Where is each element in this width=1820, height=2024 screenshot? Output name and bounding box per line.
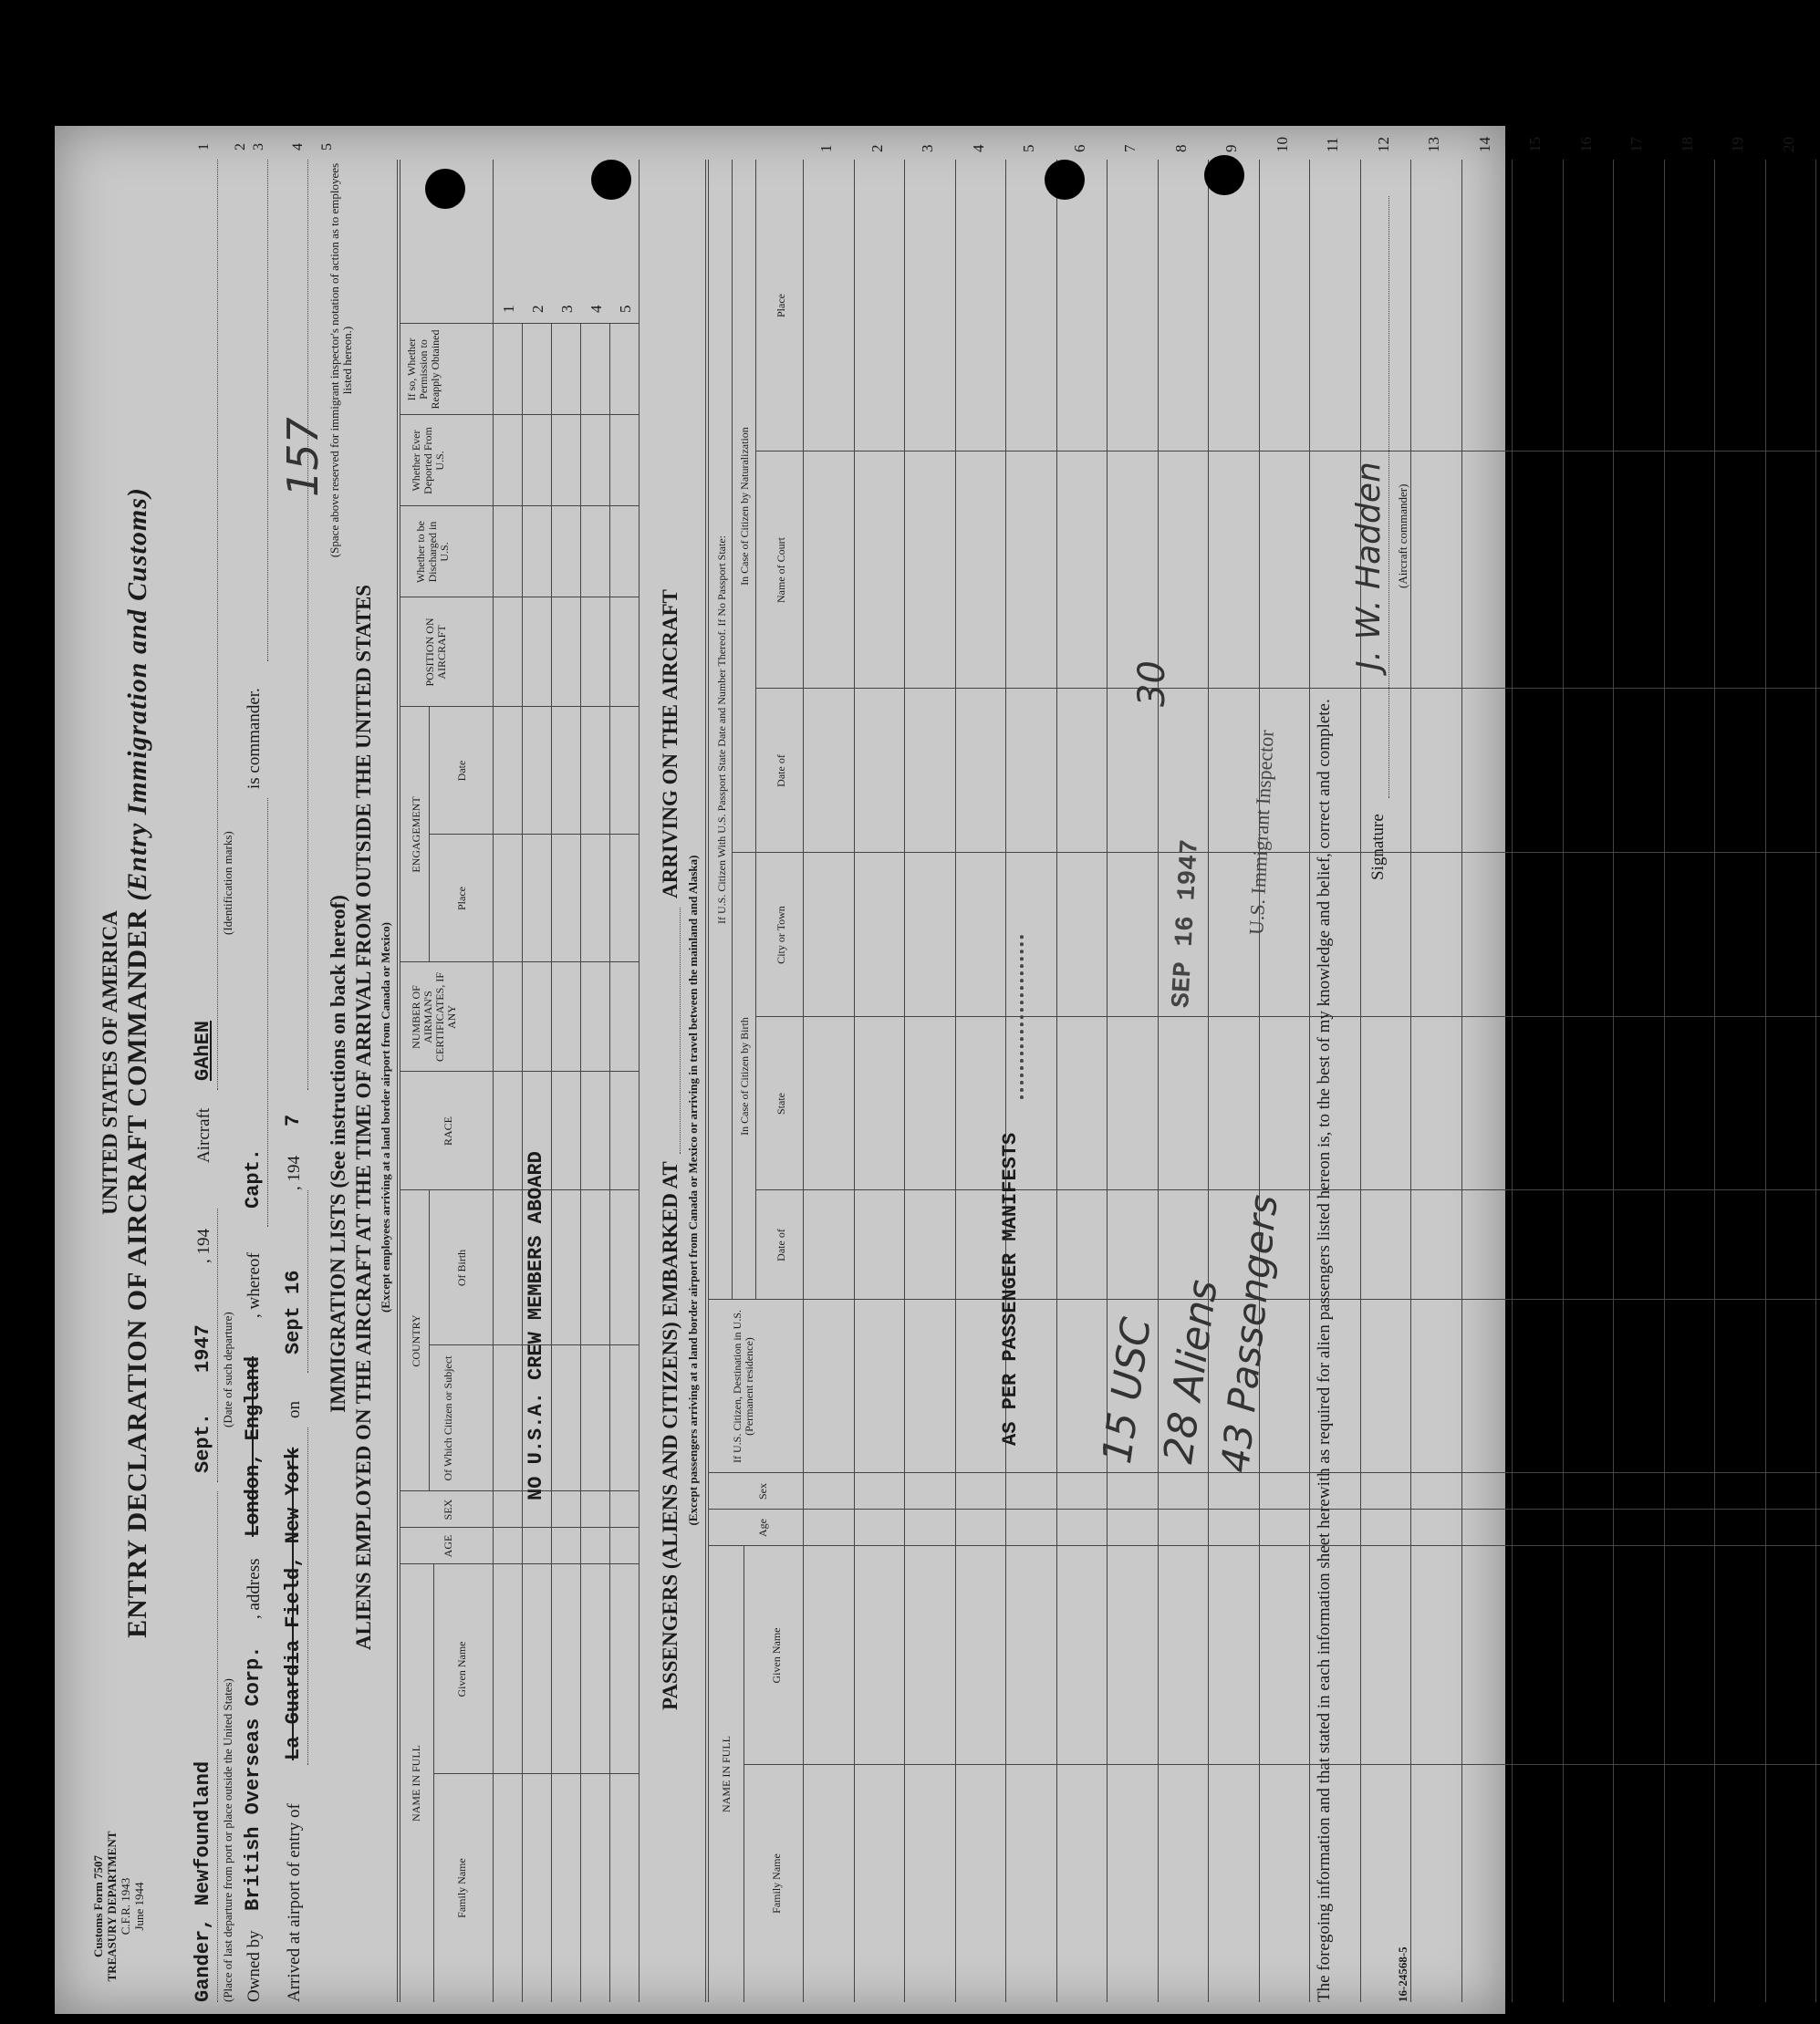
stamp-number: 157	[278, 417, 328, 497]
passenger-row-line	[1360, 160, 1361, 2002]
crew-sex: SEX	[442, 1499, 454, 1521]
crew-name-divider	[433, 1564, 434, 2002]
aircraft-marks-note: (Identification marks)	[221, 831, 234, 935]
passenger-row-line	[854, 160, 855, 2002]
crew-eng-date: Date	[455, 760, 468, 782]
print-code: 16-24568-5	[1396, 1946, 1409, 2002]
pass-birth-header: In Case of Citizen by Birth	[738, 1017, 751, 1136]
departure-date: Sept.	[192, 1412, 214, 1473]
pass-col	[755, 1016, 1820, 1017]
aircraft-label: Aircraft	[194, 1107, 213, 1163]
department: TREASURY DEPARTMENT	[105, 1831, 119, 1982]
passenger-row-line	[1563, 160, 1564, 2002]
crew-row-line	[580, 324, 581, 2002]
crew-col	[400, 323, 639, 324]
handwritten-count-2: 28 Aliens	[1155, 1277, 1227, 1467]
passenger-row-line	[1613, 160, 1614, 2002]
crew-position: POSITION ON AIRCRAFT	[423, 618, 448, 687]
line-3	[267, 160, 268, 661]
crew-col	[400, 505, 639, 506]
crew-col	[400, 1563, 639, 1564]
aliens-note: (Except employees arriving at a land border airport from Canada or Mexico)	[379, 922, 392, 1313]
pass-col	[755, 451, 1820, 452]
cfr-reference: C.F.R. 1943	[119, 1877, 132, 1936]
departure-place: Gander, Newfoundland	[192, 1760, 214, 2002]
crew-row-number: 2	[529, 305, 546, 313]
commander-line	[267, 798, 268, 1227]
crew-row-number: 3	[558, 305, 576, 313]
passengers-note: (Except passengers arriving at a land border airport from Canada or Mexico or arriving in travel between the mainland and Alaska)	[686, 855, 700, 1526]
passenger-row-number: 7	[1121, 144, 1139, 152]
arrival-year-digit: 7	[282, 1114, 305, 1126]
pass-table-top-2	[708, 160, 709, 2002]
crew-col	[400, 706, 639, 707]
inspector-note: (Space above reserved for immigrant inspector's notation of action as to employees listed hereon.)	[328, 162, 354, 558]
owner: British Overseas Corp.	[242, 1645, 265, 1911]
crew-race: RACE	[442, 1116, 454, 1147]
passenger-row-line	[1005, 160, 1006, 2002]
crew-col	[400, 414, 639, 415]
signature: J. W. Hadden	[1350, 462, 1388, 670]
date-stamp: SEP 16 1947	[1168, 838, 1205, 1009]
aircraft-marks: GAhEN	[192, 1020, 214, 1081]
manifest-note: AS PER PASSENGER MANIFESTS	[999, 1132, 1022, 1446]
passenger-row-line	[904, 160, 905, 2002]
departure-date-line	[217, 1209, 218, 1482]
crew-col	[400, 1490, 639, 1491]
crew-age: AGE	[442, 1534, 454, 1558]
owned-by-label: Owned by	[244, 1930, 264, 2002]
passenger-row-number: 18	[1678, 137, 1696, 152]
passenger-row-number: 2	[868, 144, 886, 152]
passenger-row-line	[1410, 160, 1411, 2002]
pass-birth-state: State	[775, 1093, 787, 1115]
crew-country-divider	[429, 1190, 430, 1491]
crew-country: COUNTRY	[410, 1314, 422, 1367]
crew-header-bottom	[493, 160, 494, 2002]
title-block	[99, 388, 153, 1738]
crew-col	[400, 961, 639, 962]
pass-col	[755, 688, 1820, 689]
departure-year-prefix: , 194	[194, 1229, 213, 1263]
country-title: UNITED STATES OF AMERICA	[99, 910, 121, 1215]
pass-header-bottom	[803, 160, 804, 2002]
crew-of-birth: Of Birth	[455, 1249, 468, 1287]
pass-col	[708, 1545, 1820, 1546]
crew-eng-place: Place	[455, 887, 468, 910]
passenger-row-line	[1309, 160, 1310, 2002]
pass-birth-city: City or Town	[775, 906, 787, 964]
punch-hole	[1045, 160, 1085, 200]
crew-discharged: Whether to be Discharged in U.S.	[414, 521, 451, 583]
rotated-form	[82, 137, 1797, 2011]
arrival-date: Sept 16	[282, 1270, 305, 1355]
passenger-row-line	[1765, 160, 1766, 2002]
pass-given-name: Given Name	[770, 1627, 783, 1684]
arrival-airport: La Guardia Field, New York	[282, 1447, 305, 1760]
signature-label: Signature	[1368, 814, 1388, 880]
crew-row-number: 4	[588, 305, 605, 313]
crew-given-name: Given Name	[455, 1641, 468, 1697]
main-title: ENTRY DECLARATION OF AIRCRAFT COMMANDER	[122, 908, 152, 1638]
punch-hole	[1204, 155, 1244, 195]
pass-col	[708, 1472, 1820, 1473]
passenger-row-number: 4	[969, 144, 987, 152]
pass-birth-date: Date of	[775, 1229, 787, 1261]
commander-name: Capt.	[242, 1147, 265, 1209]
pass-naturalization-header: In Case of Citizen by Naturalization	[738, 427, 751, 586]
pass-sex: Sex	[756, 1483, 769, 1500]
passengers-title-text: PASSENGERS (ALIENS AND CITIZENS) EMBARKED AT	[659, 1161, 681, 1710]
passenger-row-line	[1714, 160, 1715, 2002]
crew-permission: If so, Whether Permission to Reapply Obtained	[405, 329, 442, 410]
passenger-row-line	[955, 160, 956, 2002]
form-number: Customs Form 7507	[91, 1855, 105, 1957]
departure-place-line	[217, 1491, 218, 2002]
whereof-label: , whereof	[244, 1252, 264, 1318]
punch-hole	[591, 160, 631, 200]
passenger-row-number: 10	[1273, 137, 1291, 152]
arrived-label: Arrived at airport of entry of	[285, 1803, 304, 2002]
handwritten-count-1: 15 USC	[1094, 1314, 1160, 1467]
passenger-row-line	[1158, 160, 1159, 2002]
inspector-stamp: U.S. Immigrant Inspector	[1244, 729, 1278, 936]
margin-number: 2	[233, 143, 248, 151]
passenger-row-line	[1056, 160, 1057, 2002]
handwritten-count-3: 43 Passengers	[1212, 1192, 1286, 1475]
passenger-row-line	[1107, 160, 1108, 2002]
airport-line	[307, 1427, 308, 1765]
crew-family-name: Family Name	[455, 1858, 468, 1918]
commander-suffix: is commander.	[244, 688, 264, 789]
crew-name-in-full: NAME IN FULL	[410, 1745, 422, 1822]
margin-number: 4	[290, 143, 306, 151]
crew-table-top	[397, 160, 398, 2002]
departure-place-note: (Place of last departure from port or place outside the United States)	[221, 1678, 234, 2002]
margin-number: 1	[196, 143, 212, 151]
crew-row-line	[522, 324, 523, 2002]
passenger-row-number: 14	[1475, 137, 1493, 152]
pass-col	[744, 1764, 1820, 1765]
page-title	[122, 388, 153, 1738]
pass-family-name: Family Name	[770, 1853, 783, 1914]
pass-court: Name of Court	[775, 537, 787, 603]
pass-destination: If U.S. Citizen, Destination in U.S. (Permanent residence)	[731, 1310, 755, 1463]
on-label: on	[285, 1401, 304, 1418]
passenger-row-number: 1	[817, 144, 835, 152]
departure-date-note: (Date of such departure)	[221, 1312, 234, 1427]
crew-note: NO U.S.A. CREW MEMBERS ABOARD	[525, 1151, 547, 1500]
address-label: , address	[244, 1558, 264, 1619]
aircraft-marks-line	[217, 160, 218, 1090]
passenger-row-line	[1259, 160, 1260, 2002]
aliens-title: ALIENS EMPLOYED ON THE AIRCRAFT AT THE TIME OF ARRIVAL FROM OUTSIDE THE UNITED STATES	[352, 584, 375, 1651]
manifest-dash	[1020, 935, 1024, 1099]
passenger-row-number: 17	[1628, 137, 1645, 152]
passenger-row-number: 9	[1222, 144, 1240, 152]
crew-certificates: NUMBER OF AIRMAN'S CERTIFICATES, IF ANY	[410, 972, 458, 1062]
passenger-row-line	[1461, 160, 1462, 2002]
margin-number: 3	[251, 143, 266, 151]
immigration-title: IMMIGRATION LISTS (See instructions on back hereof)	[327, 895, 349, 1413]
pass-col	[755, 1189, 1820, 1190]
passenger-row-number: 13	[1425, 137, 1442, 152]
passenger-row-number: 3	[919, 144, 936, 152]
crew-citizen-of: Of Which Citizen or Subject	[442, 1355, 454, 1481]
pass-table-top	[705, 160, 706, 2002]
crew-row-number: 1	[500, 305, 517, 313]
handwritten-initial: 30	[1131, 660, 1173, 707]
line-4	[307, 160, 308, 1090]
punch-hole	[425, 169, 465, 209]
passenger-row-line	[1815, 160, 1816, 2002]
passenger-row-line	[1512, 160, 1513, 2002]
signature-note: (Aircraft commander)	[1396, 483, 1409, 588]
pass-nat-date: Date of	[775, 754, 787, 787]
owner-address: London, England	[242, 1355, 265, 1537]
arriving-title: ARRIVING ON THE AIRCRAFT	[659, 589, 681, 898]
crew-row-line	[551, 324, 552, 2002]
crew-row-number: 5	[617, 305, 634, 313]
passenger-row-line	[1664, 160, 1665, 2002]
crew-col	[400, 1071, 639, 1072]
pass-col	[708, 1509, 1820, 1510]
crew-engagement: ENGAGEMENT	[410, 796, 422, 873]
passenger-row-number: 11	[1324, 137, 1341, 152]
passenger-row-number: 20	[1779, 137, 1797, 152]
crew-deported: Whether Ever Deported From U.S.	[410, 427, 446, 494]
pass-passport-divider	[732, 160, 733, 1300]
form-date: June 1944	[132, 1882, 146, 1931]
declaration-text: The foregoing information and that stated in each information sheet herewith as required for alien passengers listed hereon is, to the best of my knowledge and belief, correct and complete.	[1315, 699, 1334, 2002]
passenger-row-number: 12	[1374, 137, 1392, 152]
form-identification	[91, 1801, 146, 2011]
passenger-row-number: 15	[1526, 137, 1544, 152]
passenger-row-number: 8	[1171, 144, 1190, 152]
pass-sub-divider	[755, 160, 756, 1300]
title-subtitle: (Entry Immigration and Customs)	[122, 487, 152, 901]
crew-col	[400, 1527, 639, 1528]
pass-name-in-full: NAME IN FULL	[720, 1736, 733, 1812]
passenger-row-number: 19	[1729, 137, 1746, 152]
crew-row-line	[609, 324, 610, 2002]
pass-place: Place	[775, 294, 787, 317]
margin-number: 5	[319, 143, 335, 151]
passengers-title	[659, 1161, 682, 1710]
arrival-year-prefix: , 194	[285, 1156, 304, 1190]
passenger-row-line	[1208, 160, 1209, 2002]
passenger-row-number: 16	[1576, 137, 1595, 152]
passenger-row-number: 5	[1020, 144, 1037, 152]
departure-year-value: 1947	[192, 1324, 214, 1373]
crew-engagement-divider	[429, 707, 430, 962]
pass-col	[732, 852, 1820, 853]
crew-col	[400, 1189, 639, 1190]
pass-passport-header: If U.S. Citizen With U.S. Passport State Date and Number Thereof. If No Passport State:	[715, 535, 728, 925]
passenger-row-number: 6	[1070, 144, 1088, 152]
pass-age: Age	[756, 1519, 769, 1537]
arrival-date-line	[307, 1190, 308, 1373]
embarked-line	[680, 908, 681, 1154]
crew-table-bottom	[639, 160, 640, 2002]
signature-line	[1388, 196, 1389, 798]
